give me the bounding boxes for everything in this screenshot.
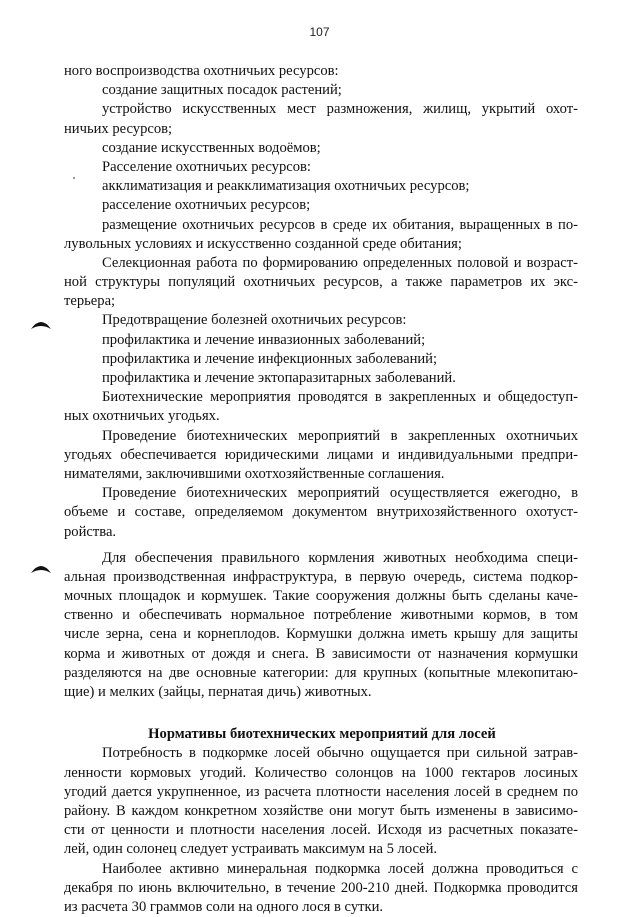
section-heading: Нормативы биотехнических мероприятий для лосей — [148, 726, 496, 743]
text-line: Наиболее активно минеральная подкормка лосей должна проводиться с — [102, 860, 578, 877]
text-line: устройство искусственных мест размножения, жилищ, укрытий охот- — [102, 101, 578, 118]
text-line: расселение охотничьих ресурсов; — [102, 197, 311, 214]
text-line: ной структуры популяций охотничьих ресурсов, а также параметров их экс- — [64, 274, 578, 291]
text-line: создание защитных посадок растений; — [102, 82, 342, 99]
text-line: объеме и составе, определяемом документом внутрихозяйственного охотуст- — [64, 504, 578, 521]
text-line: размещение охотничьих ресурсов в среде их обитания, выращенных в по- — [102, 216, 578, 233]
text-line: ного воспроизводства охотничьих ресурсов: — [64, 63, 339, 79]
text-line: разделяются на две основные категории: для крупных (копытные млекопитаю- — [64, 664, 578, 681]
text-line: терьера; — [64, 293, 116, 310]
text-line: Биотехнические мероприятия проводятся в закрепленных и общедоступ- — [102, 389, 578, 406]
text-line: корма и животных от дождя и снега. В зависимости от назначения кормушки — [64, 645, 578, 662]
text-line: щие) и мелких (зайцы, пернатая дичь) животных. — [64, 684, 372, 700]
text-line: Проведение биотехнических мероприятий в закрепленных охотничьих — [102, 427, 578, 444]
text-line: угодий дается укрупненное, из расчета плотности населения лосей в среднем по — [64, 783, 578, 800]
text-line: Для обеспечения правильного кормления животных необходима специ- — [102, 549, 578, 566]
text-line: лей, один солонец следует устраивать максимум на 5 лосей. — [64, 841, 438, 858]
text-line: профилактика и лечение инвазионных заболеваний; — [102, 331, 426, 348]
page-body — [64, 62, 578, 917]
text-line: ничьих ресурсов; — [64, 120, 173, 137]
punch-mark-top — [30, 318, 52, 330]
text-line: мочных площадок и кормушек. Такие сооружения должны быть сделаны каче- — [64, 588, 578, 605]
text-line: числе зерна, сена и корнеплодов. Кормушки должна иметь крышу для защиты — [64, 626, 578, 643]
page-number: 107 — [309, 25, 330, 39]
text-line: ных охотничьих угодьях. — [64, 408, 220, 425]
text-line: акклиматизация и реакклиматизация охотничьих ресурсов; — [102, 178, 470, 195]
text-line: декабря по июнь включительно, в течение 200-210 дней. Подкормка проводится — [64, 879, 578, 896]
text-line: Проведение биотехнических мероприятий осуществляется ежегодно, в — [102, 485, 578, 502]
text-line: угодьях обеспечивается юридическими лицами и индивидуальными предпри- — [64, 446, 578, 463]
text-line: ройства. — [64, 523, 117, 540]
text-line: лувольных условиях и искусственно созданной среде обитания; — [64, 235, 462, 252]
text-line: Потребность в подкормке лосей обычно ощущается при сильной затрав- — [102, 745, 578, 762]
text-line: ленности кормовых угодий. Количество солонцов на 1000 гектаров лосиных — [64, 764, 578, 781]
text-line: нимателями, заключившими охотхозяйственные соглашения. — [64, 465, 445, 482]
text-line: профилактика и лечение инфекционных заболеваний; — [102, 350, 438, 367]
text-line: Расселение охотничьих ресурсов: — [102, 158, 311, 175]
text-line: альная производственная инфраструктура, в первую очередь, система подкор- — [64, 568, 578, 585]
text-line: району. В каждом конкретном хозяйстве они могут быть изменены в зависимо- — [64, 802, 578, 819]
punch-mark-bottom — [30, 562, 52, 574]
text-line: сти от ценности и плотности населения лосей. Исходя из расчетных показате- — [64, 822, 578, 839]
text-line: Селекционная работа по формированию определенных половой и возраст- — [102, 254, 578, 271]
text-line: из расчета 30 граммов соли на одного лося в сутки. — [64, 898, 384, 915]
text-line: профилактика и лечение эктопаразитарных заболеваний. — [102, 370, 456, 386]
text-line: ственно и обеспечивать нормальное потребление животными кормов, в том — [64, 607, 578, 624]
text-line: создание искусственных водоёмов; — [102, 139, 321, 156]
text-line: Предотвращение болезней охотничьих ресурсов: — [102, 312, 407, 329]
